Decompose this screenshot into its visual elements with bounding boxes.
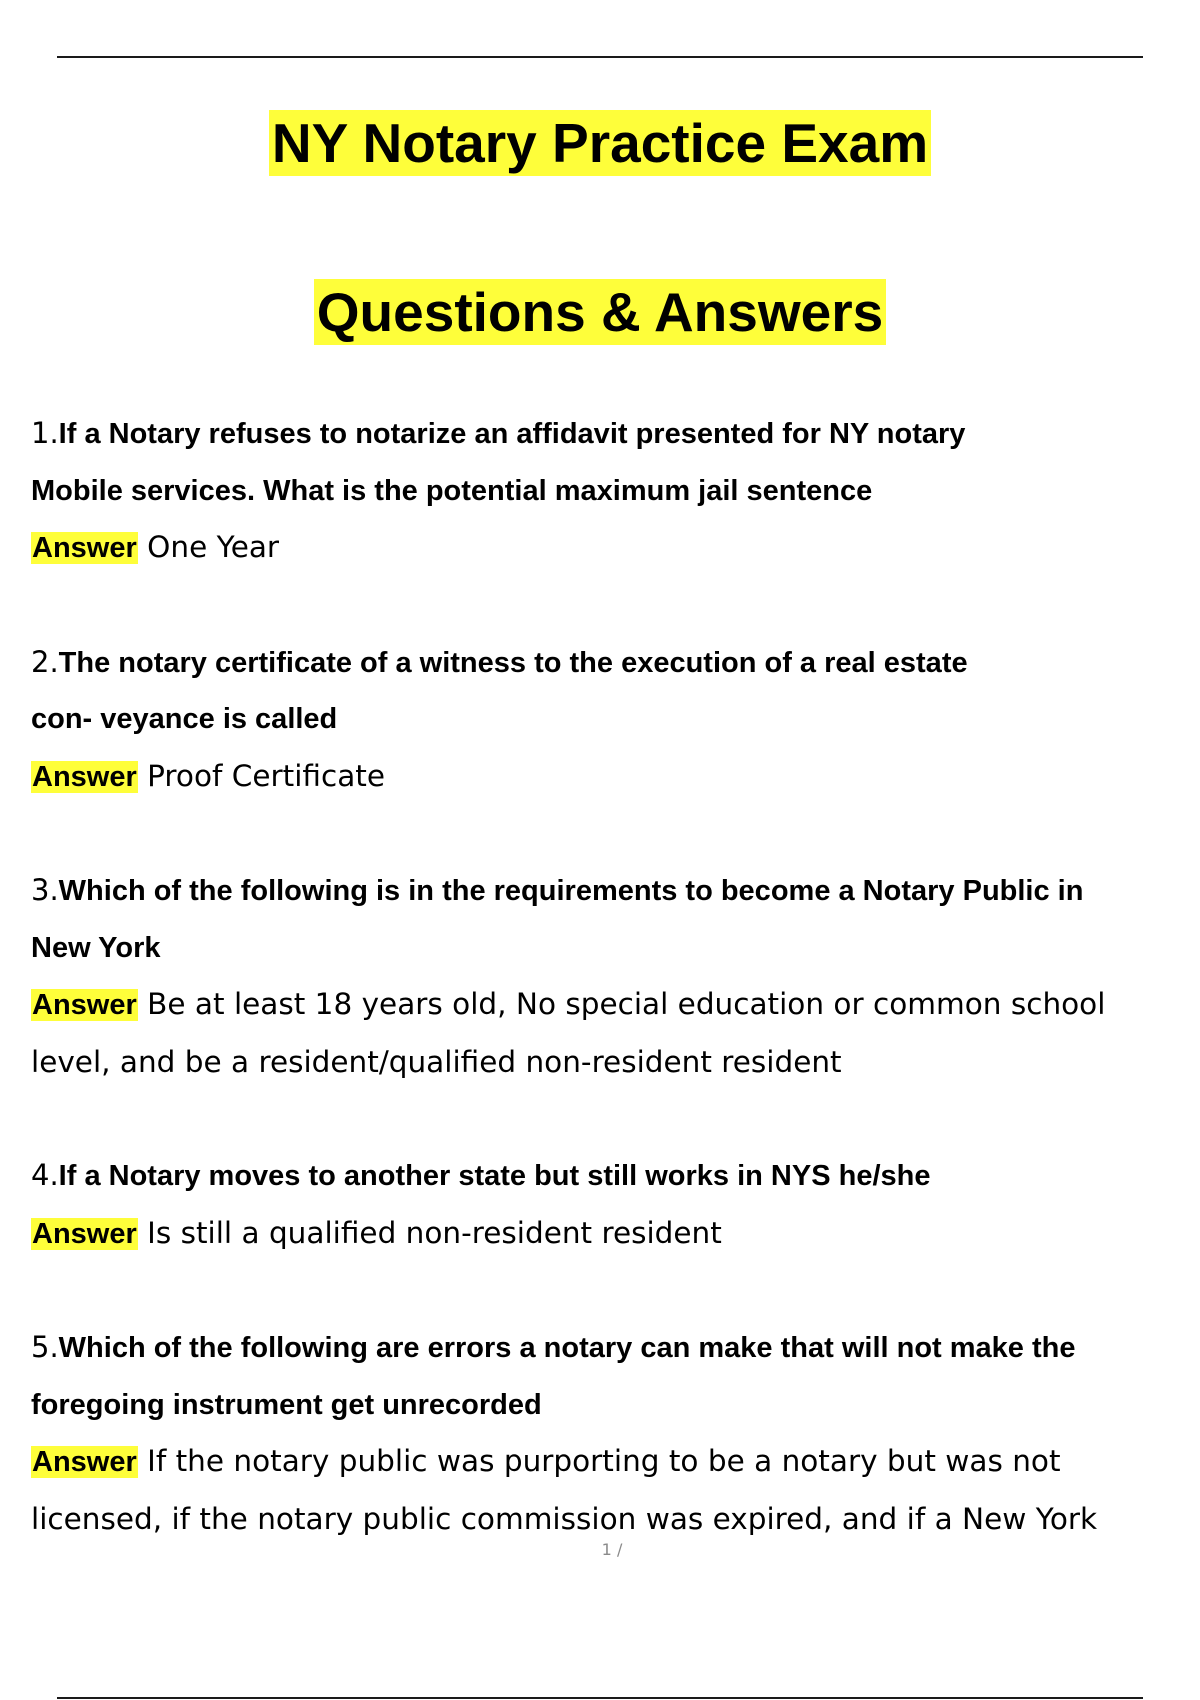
answer-line <box>31 519 1200 577</box>
question-line <box>31 1319 1200 1377</box>
bottom-rule <box>57 1697 1143 1699</box>
answer-label: Answer <box>32 760 137 793</box>
page-number: 1 / <box>601 1540 623 1559</box>
document-subtitle: Questions & Answers <box>314 279 886 345</box>
question-line <box>31 634 1200 692</box>
question-line <box>31 862 1200 920</box>
answer-text: Proof Certificate <box>147 758 385 793</box>
question-text: Mobile services. What is the potential maximum jail sentence <box>31 474 873 507</box>
answer-line <box>31 1205 1200 1263</box>
answer-label: Answer <box>32 989 137 1021</box>
question-text: Which of the following is in the requirements to become a Notary Public in <box>58 875 1084 907</box>
top-rule <box>57 56 1143 58</box>
qa-item-2 <box>31 634 1200 806</box>
question-number: 2. <box>31 644 59 679</box>
question-text: The notary certificate of a witness to the execution of a real estate <box>58 646 968 679</box>
answer-label: Answer <box>32 532 137 564</box>
answer-label: Answer <box>32 1446 137 1478</box>
question-text: Which of the following are errors a notary can make that will not make the <box>58 1332 1076 1364</box>
question-text: New York <box>31 931 161 964</box>
question-line <box>31 463 1200 520</box>
question-text: If a Notary moves to another state but still works in NYS he/she <box>58 1160 931 1192</box>
answer-text: level, and be a resident/qualified non-resident resident <box>31 1044 842 1079</box>
question-text: If a Notary refuses to notarize an affidavit presented for NY notary <box>58 418 966 450</box>
qa-item-5 <box>31 1319 1200 1547</box>
question-text: con- veyance is called <box>31 703 338 735</box>
qa-item-1 <box>31 405 1200 577</box>
title-line-1-block <box>0 110 1200 176</box>
document-title: NY Notary Practice Exam <box>269 110 931 176</box>
answer-text: Be at least 18 years old, No special education or common school <box>147 987 1106 1021</box>
question-line <box>31 405 1200 463</box>
question-text: foregoing instrument get unrecorded <box>31 1388 542 1421</box>
question-number: 1. <box>31 416 59 450</box>
answer-line <box>31 1433 1200 1491</box>
question-line <box>31 920 1200 977</box>
answer-line <box>31 1491 1200 1548</box>
question-number: 5. <box>31 1330 59 1364</box>
answer-label: Answer <box>32 1217 137 1250</box>
answer-text: Is still a qualified non-resident resident <box>147 1215 722 1250</box>
qa-list <box>31 405 1200 1604</box>
answer-text: If the notary public was purporting to be a notary but was not <box>147 1444 1061 1478</box>
qa-item-3 <box>31 862 1200 1090</box>
qa-item-4 <box>31 1147 1200 1262</box>
answer-text: One Year <box>147 530 280 564</box>
answer-line <box>31 976 1200 1034</box>
question-line <box>31 691 1200 748</box>
answer-line <box>31 1034 1200 1091</box>
question-number: 3. <box>31 873 59 907</box>
question-line <box>31 1147 1200 1205</box>
question-number: 4. <box>31 1158 59 1192</box>
answer-text: licensed, if the notary public commission was expired, and if a New York <box>31 1501 1098 1536</box>
title-line-2-block <box>0 279 1200 345</box>
answer-line <box>31 748 1200 806</box>
question-line <box>31 1377 1200 1434</box>
